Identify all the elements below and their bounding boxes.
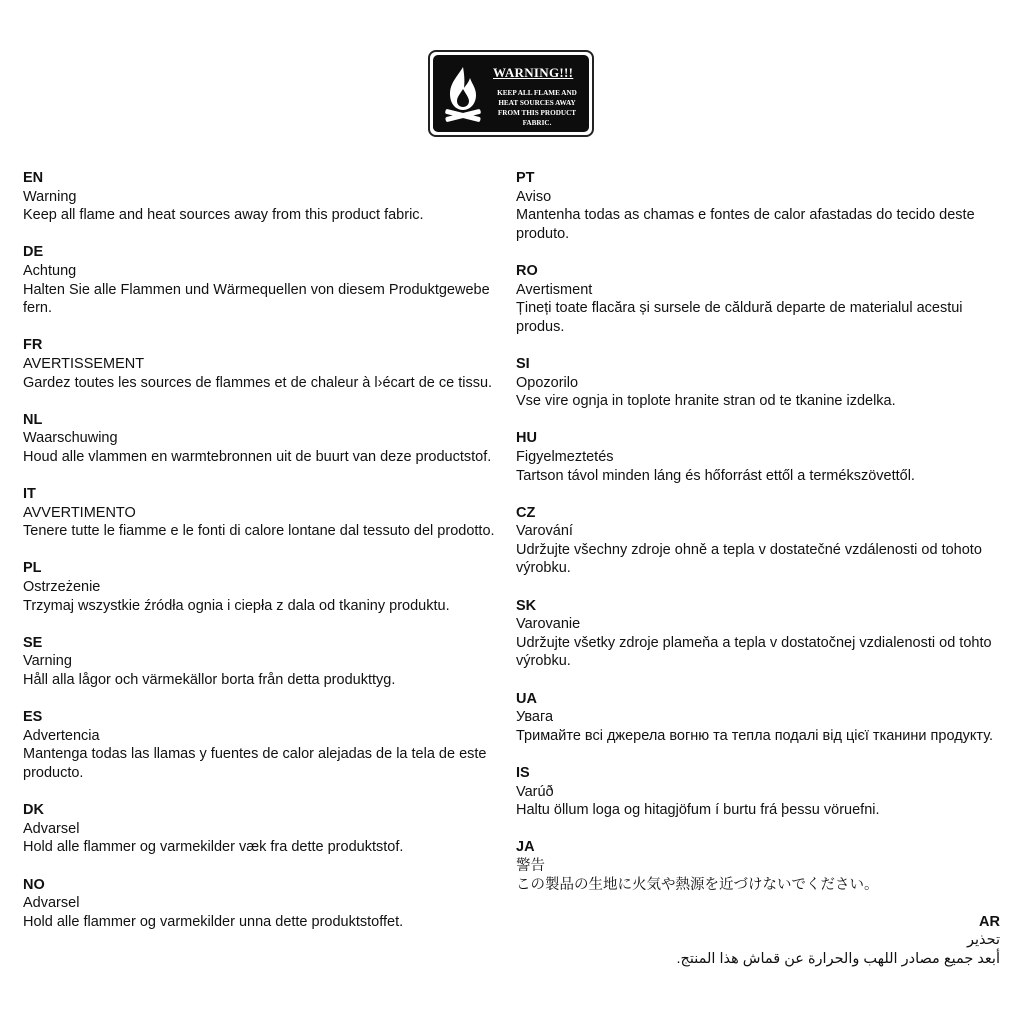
language-code: IS — [516, 765, 530, 781]
entry-cz — [516, 504, 1000, 578]
language-code: FR — [23, 337, 43, 354]
warning-heading: Figyelmeztetés — [516, 448, 614, 465]
warning-label — [428, 50, 594, 137]
warning-heading: Advarsel — [23, 895, 80, 912]
warning-heading: Varování — [516, 523, 573, 540]
fire-icon — [441, 63, 485, 127]
warning-body: Mantenha todas as chamas e fontes de calor afastadas do tecido deste produto. — [516, 207, 975, 242]
warning-body: Tartson távol minden láng és hőforrást ettől a termékszövettől. — [516, 467, 915, 484]
warning-heading: 警告 — [516, 857, 545, 874]
entry-hu — [516, 429, 1000, 485]
language-code: NL — [23, 411, 43, 428]
warning-heading: تحذير — [966, 932, 1000, 949]
warning-body: Håll alla lågor och värmekällor borta från detta produkttyg. — [23, 672, 396, 689]
entry-pt — [516, 169, 1000, 243]
entry-pl — [23, 559, 501, 615]
warning-text: KEEP ALL FLAME AND HEAT SOURCES AWAY FROM THIS PRODUCT FABRIC. — [497, 89, 577, 127]
entry-si — [516, 355, 1000, 411]
warning-heading: Aviso — [516, 188, 552, 205]
warning-body: Hold alle flammer og varmekilder væk fra dette produktstof. — [23, 839, 404, 856]
language-code: DE — [23, 244, 44, 261]
warning-body: Gardez toutes les sources de flammes et de chaleur à l›écart de ce tissu. — [23, 374, 493, 391]
language-code: RO — [516, 262, 538, 279]
warning-heading: Увага — [516, 709, 554, 726]
warning-heading: AVVERTIMENTO — [23, 504, 136, 521]
warning-heading: AVERTISSEMENT — [23, 355, 145, 372]
entry-es — [23, 708, 501, 782]
language-code: DK — [23, 802, 44, 819]
warning-heading: Achtung — [23, 262, 77, 279]
warning-body: Udržujte všechny zdroje ohně a tepla v dostatečné vzdálenosti od tohoto výrobku. — [516, 541, 982, 577]
entry-ja — [516, 838, 1000, 894]
language-code: SI — [516, 355, 530, 372]
warning-body: أبعد جميع مصادر اللهب والحرارة عن قماش هذا المنتج. — [676, 950, 1000, 967]
language-code: NO — [23, 876, 45, 893]
warning-heading: Varúð — [516, 783, 554, 800]
warning-body: Udržujte všetky zdroje plameňa a tepla v dostatočnej vzdialenosti od tohto výrobku. — [516, 634, 992, 670]
language-code: UA — [516, 690, 537, 707]
warning-heading: Warning — [23, 188, 77, 205]
warning-body: この製品の生地に火気や熱源を近づけないでください。 — [516, 876, 879, 893]
warning-body: Țineți toate flacăra și sursele de căldură departe de materialul acestui produs. — [516, 300, 963, 335]
right-column — [516, 169, 1000, 987]
entry-sk — [516, 597, 1000, 671]
entry-se — [23, 634, 501, 690]
entry-ro — [516, 262, 1000, 336]
entry-ua — [516, 690, 1000, 746]
entry-dk — [23, 801, 501, 857]
entry-fr — [23, 336, 501, 392]
warning-heading: Advarsel — [23, 820, 80, 837]
warning-body: Vse vire ognja in toplote hranite stran od te tkanine izdelka. — [516, 393, 896, 410]
warning-body: Halten Sie alle Flammen und Wärmequellen von diesem Produktgewebe fern. — [23, 281, 490, 317]
language-code: CZ — [516, 504, 536, 521]
warning-body: Keep all flame and heat sources away from this product fabric. — [23, 207, 424, 224]
warning-body: Haltu öllum loga og hitagjöfum í burtu frá þessu vöruefni. — [516, 802, 880, 819]
warning-heading: Avertisment — [516, 281, 593, 298]
warning-body: Тримайте всі джерела вогню та тепла подалі від цієї тканини продукту. — [516, 727, 994, 744]
entry-ar — [516, 913, 1000, 969]
entry-en — [23, 169, 501, 225]
warning-heading: Ostrzeżenie — [23, 579, 101, 596]
entry-de — [23, 243, 501, 317]
entry-is — [516, 764, 1000, 820]
warning-body: Mantenga todas las llamas y fuentes de calor alejadas de la tela de este producto. — [23, 746, 487, 781]
left-column — [23, 169, 501, 950]
language-code: JA — [516, 839, 535, 856]
warning-body: Trzymaj wszystkie źródła ognia i ciepła z dala od tkaniny produktu. — [23, 597, 450, 614]
warning-title: WARNING!!! — [493, 65, 574, 80]
language-code: IT — [23, 486, 36, 503]
language-code: EN — [23, 170, 44, 186]
entry-it — [23, 485, 501, 541]
warning-heading: Opozorilo — [516, 374, 579, 391]
entry-no — [23, 876, 501, 932]
warning-heading: Advertencia — [23, 727, 100, 744]
language-code: PL — [23, 560, 42, 577]
warning-heading: Waarschuwing — [23, 430, 118, 447]
language-code: PT — [516, 170, 535, 186]
warning-body: Hold alle flammer og varmekilder unna dette produktstoffet. — [23, 913, 404, 930]
warning-label-panel — [433, 55, 589, 132]
warning-body: Houd alle vlammen en warmtebronnen uit de buurt van deze productstof. — [23, 448, 492, 465]
language-code: ES — [23, 709, 43, 726]
warning-body: Tenere tutte le fiamme e le fonti di calore lontane dal tessuto del prodotto. — [23, 523, 495, 540]
warning-heading: Varovanie — [516, 616, 581, 633]
language-code: HU — [516, 430, 537, 447]
language-code: AR — [979, 913, 1000, 930]
language-code: SE — [23, 634, 43, 651]
warning-heading: Varning — [23, 653, 72, 670]
language-code: SK — [516, 597, 537, 614]
entry-nl — [23, 411, 501, 467]
